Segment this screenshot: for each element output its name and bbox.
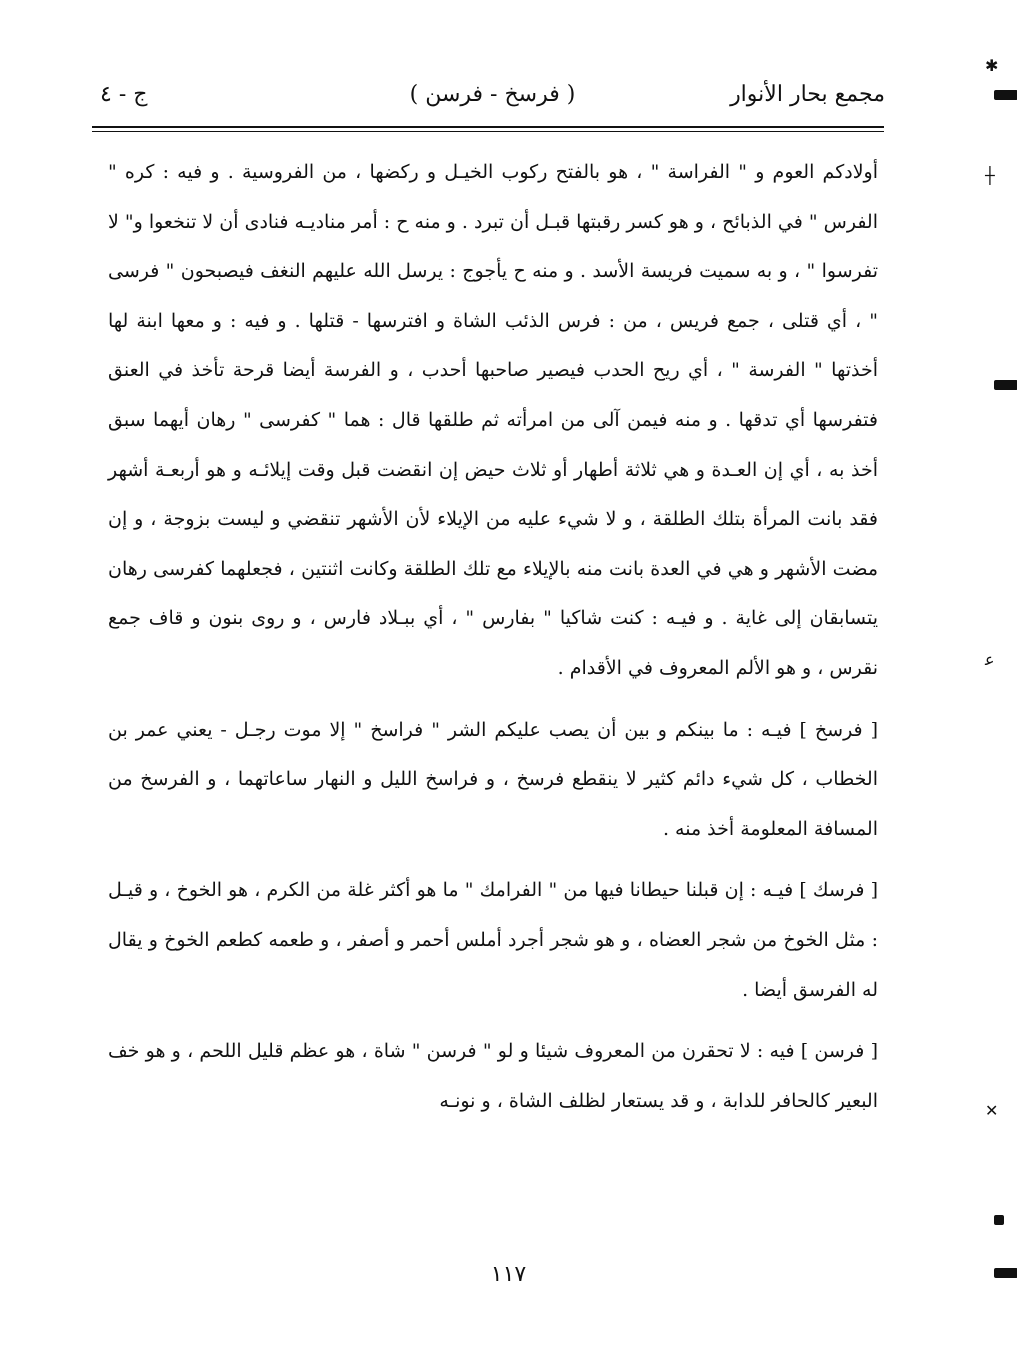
- margin-mark-3: ﻋ: [985, 650, 995, 669]
- margin-bar-1: [994, 90, 1017, 100]
- page-number: ١١٧: [490, 1262, 527, 1287]
- main-text: [108, 148, 878, 1126]
- margin-bar-3: [994, 1215, 1004, 1225]
- header-rule-thin: [92, 131, 884, 132]
- paragraph-fars: أولادكم العوم و " الفراسة " ، هو بالفتح ركوب الخيـل و ركضها ، من الفروسية . و فيه : كره " الفرس " في الذبائح ، و هو كسر رقبتها قبـل أن تبرد . و منه ح : أمر مناديـه فنادى أن لا تنخعوا و" لا تفرسوا " ، و به سميت فريسة الأسد . و منه ح يأجوج : يرسل الله عليهم النغف فيصبحون " فرسى " ، أي قتلى ، جمع فريس ، من : فرس الذئب الشاة و افترسها - قتلها . و فيه : و معها ابنة لها أخذتها " الفرسة " ، أي ريح الحدب فيصير صاحبها أحدب ، و الفرسة أيضا قرحة تأخذ في العنق فتفرسها أي تدقها . و منه فيمن آلى من امرأته ثم طلقها قال : هما " كفرسى " رهان أيهما سبق أخذ به ، أي إن العـدة و هي ثلاثة أطهار أو ثلاث حيض إن انقضت قبل وقت إيلائـه و هو أربعـة أشهر فقد بانت المرأة بتلك الطلقة ، و لا شيء عليه من الإيلاء لأن الأشهر تنقضي و ليست بزوجة ، و إن مضت الأشهر و هي في العدة بانت منه بالإيلاء مع تلك الطلقة وكانت اثنتين ، فجعلهما كفرسى رهان يتسابقان إلى غاية . و فيـه : كنت شاكيا " بفارس " ، أي ببـلاد فارس ، و روى بنون و قاف جمع نقرس ، و هو الألم المعروف في الأقدام .: [108, 161, 878, 679]
- page-topic: ( فرسخ - فرسن ): [409, 82, 576, 107]
- margin-mark-2: ┼: [985, 166, 995, 185]
- paragraph-farsak: [ فرسك ] فيـه : إن قبلنا حيطانا فيها من " الفرامك " ما هو أكثر غلة من الكرم ، هو الخوخ ، و قيـل : مثل الخوخ من شجر العضاه ، و هو شجر أجرد أملس أحمر و أصفر ، و طعمه كطعم الخوخ و يقال له الفرسق أيضا .: [108, 879, 878, 1001]
- margin-bar-4: [994, 1268, 1017, 1278]
- margin-mark-4: ✕: [985, 1101, 999, 1120]
- running-header: [100, 78, 885, 118]
- header-rule-thick: [92, 126, 884, 128]
- volume-number: ج - ٤: [100, 82, 148, 107]
- margin-bar-2: [994, 380, 1017, 390]
- paragraph-firsin: [ فرسن ] فيه : لا تحقرن من المعروف شيئا و لو " فرسن " شاة ، هو عظم قليل اللحم ، و هو خف البعير كالحافر للدابة ، و قد يستعار لظلف الشاة ، و نونـه: [108, 1040, 878, 1112]
- book-title: مجمع بحار الأنوار: [730, 82, 885, 107]
- paragraph-farsakh: [ فرسخ ] فيـه : ما بينكم و بين أن يصب عليكم الشر " فراسخ " إلا موت رجـل - يعني عمر بن الخطاب ، كل شيء دائم كثير لا ينقطع فرسخ ، و فراسخ الليل و النهار ساعاتهما ، و الفرسخ من المسافة المعلومة أخذ منه .: [108, 718, 878, 840]
- margin-mark-top: ✱: [985, 56, 999, 75]
